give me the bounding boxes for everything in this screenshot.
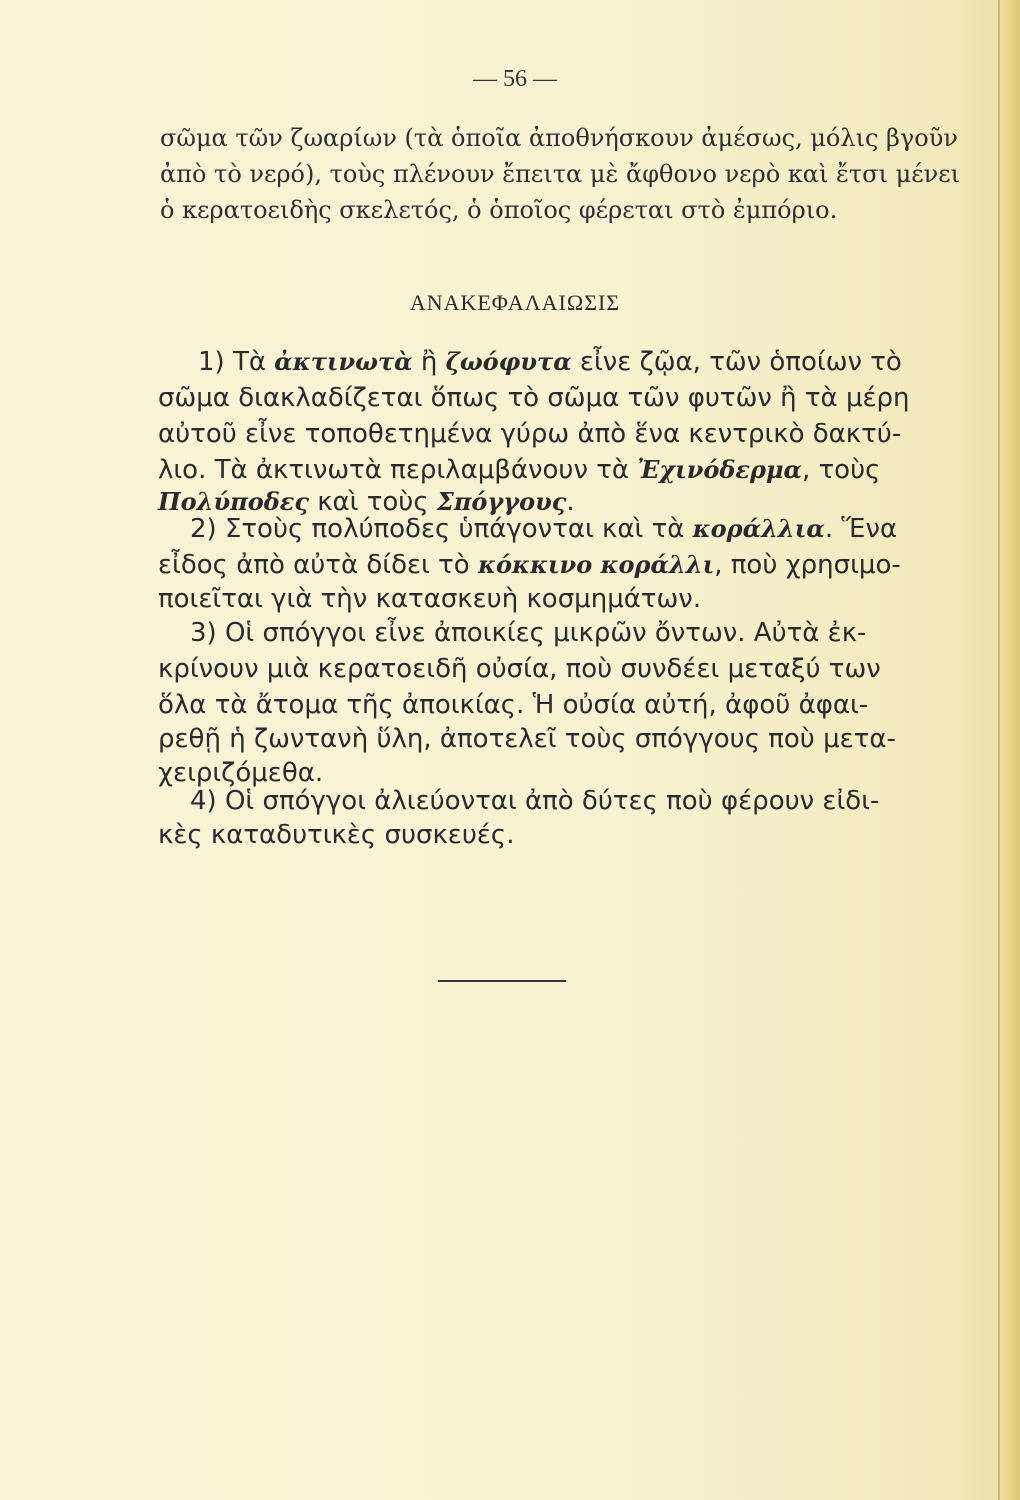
summary-p4-line-1: 4) Οἱ σπόγγοι ἀλιεύονται ἀπὸ δύτες ποὺ φέρουν εἰδι- bbox=[190, 786, 880, 816]
term-aktinota: ἀκτινωτὰ bbox=[274, 347, 413, 376]
text-span: . bbox=[566, 487, 575, 517]
term-kokkino-koralli: κόκκινο κοράλλι bbox=[477, 550, 715, 579]
summary-p1-line-3: αὐτοῦ εἶνε τοποθετημένα γύρω ἀπὸ ἕνα κεντρικὸ δακτύ- bbox=[158, 419, 902, 449]
intro-line-2: ἀπὸ τὸ νερό), τοὺς πλένουν ἔπειτα μὲ ἄφθονο νερὸ καὶ ἔτσι μένει bbox=[160, 160, 961, 188]
text-span: εἶνε ζῷα, τῶν ὁποίων τὸ bbox=[571, 347, 902, 377]
summary-p3-line-5: χειριζόμεθα. bbox=[158, 758, 324, 788]
term-echinoderma: Ἐχινόδερμα bbox=[637, 455, 802, 484]
text-span: καὶ τοὺς bbox=[308, 487, 437, 517]
text-span: , ποὺ χρησιμο- bbox=[714, 550, 901, 580]
summary-p1-line-4 bbox=[158, 453, 918, 487]
page-number: — 56 — bbox=[473, 66, 557, 92]
summary-p2-line-2 bbox=[158, 548, 918, 582]
summary-p4-line-2: κὲς καταδυτικὲς συσκευές. bbox=[158, 820, 515, 850]
summary-p3-line-3: ὅλα τὰ ἄτομα τῆς ἀποικίας. Ἡ οὐσία αὐτή, ἀφοῦ ἀφαι- bbox=[158, 690, 869, 720]
summary-p3-line-2: κρίνουν μιὰ κερατοειδῆ οὐσία, ποὺ συνδέει μεταξύ των bbox=[158, 654, 881, 684]
text-span: , τοὺς bbox=[801, 455, 881, 485]
intro-line-1: σῶμα τῶν ζωαρίων (τὰ ὁποῖα ἀποθνήσκουν ἀμέσως, μόλις βγοῦν bbox=[160, 124, 958, 152]
summary-p1-line-1 bbox=[198, 345, 958, 379]
section-end-rule bbox=[438, 980, 566, 982]
text-span: λιο. Τὰ ἀκτινωτὰ περιλαμβάνουν τὰ bbox=[158, 455, 638, 485]
term-korallia: κοράλλια bbox=[692, 514, 825, 543]
summary-p3-line-4: ρεθῇ ἡ ζωντανὴ ὕλη, ἀποτελεῖ τοὺς σπόγγους ποὺ μετα- bbox=[158, 724, 896, 754]
section-heading: ΑΝΑΚΕΦΑΛΑΙΩΣΙΣ bbox=[409, 290, 621, 315]
term-spongous: Σπόγγους bbox=[436, 487, 567, 516]
intro-line-3: ὁ κερατοειδὴς σκελετός, ὁ ὁποῖος φέρεται στὸ ἐμπόριο. bbox=[160, 196, 838, 224]
term-zoofyta: ζωόφυτα bbox=[445, 347, 572, 376]
text-span: 1) Τὰ bbox=[198, 347, 275, 377]
text-span: εἶδος ἀπὸ αὐτὰ δίδει τὸ bbox=[158, 550, 478, 580]
summary-p3-line-1: 3) Οἱ σπόγγοι εἶνε ἀποικίες μικρῶν ὄντων. Αὐτὰ ἐκ- bbox=[190, 618, 867, 648]
text-span: 2) Στοὺς πολύποδες ὑπάγονται καὶ τὰ bbox=[190, 514, 693, 544]
summary-p2-line-1 bbox=[190, 512, 950, 546]
page-binding-edge bbox=[998, 0, 1020, 1500]
term-polypodes: Πολύποδες bbox=[158, 487, 309, 516]
text-span: ἢ bbox=[412, 347, 446, 377]
text-span: . Ἕνα bbox=[824, 514, 898, 544]
summary-p1-line-2: σῶμα διακλαδίζεται ὅπως τὸ σῶμα τῶν φυτῶν ἢ τὰ μέρη bbox=[158, 383, 910, 413]
summary-p2-line-3: ποιεῖται γιὰ τὴν κατασκευὴ κοσμημάτων. bbox=[158, 584, 702, 614]
